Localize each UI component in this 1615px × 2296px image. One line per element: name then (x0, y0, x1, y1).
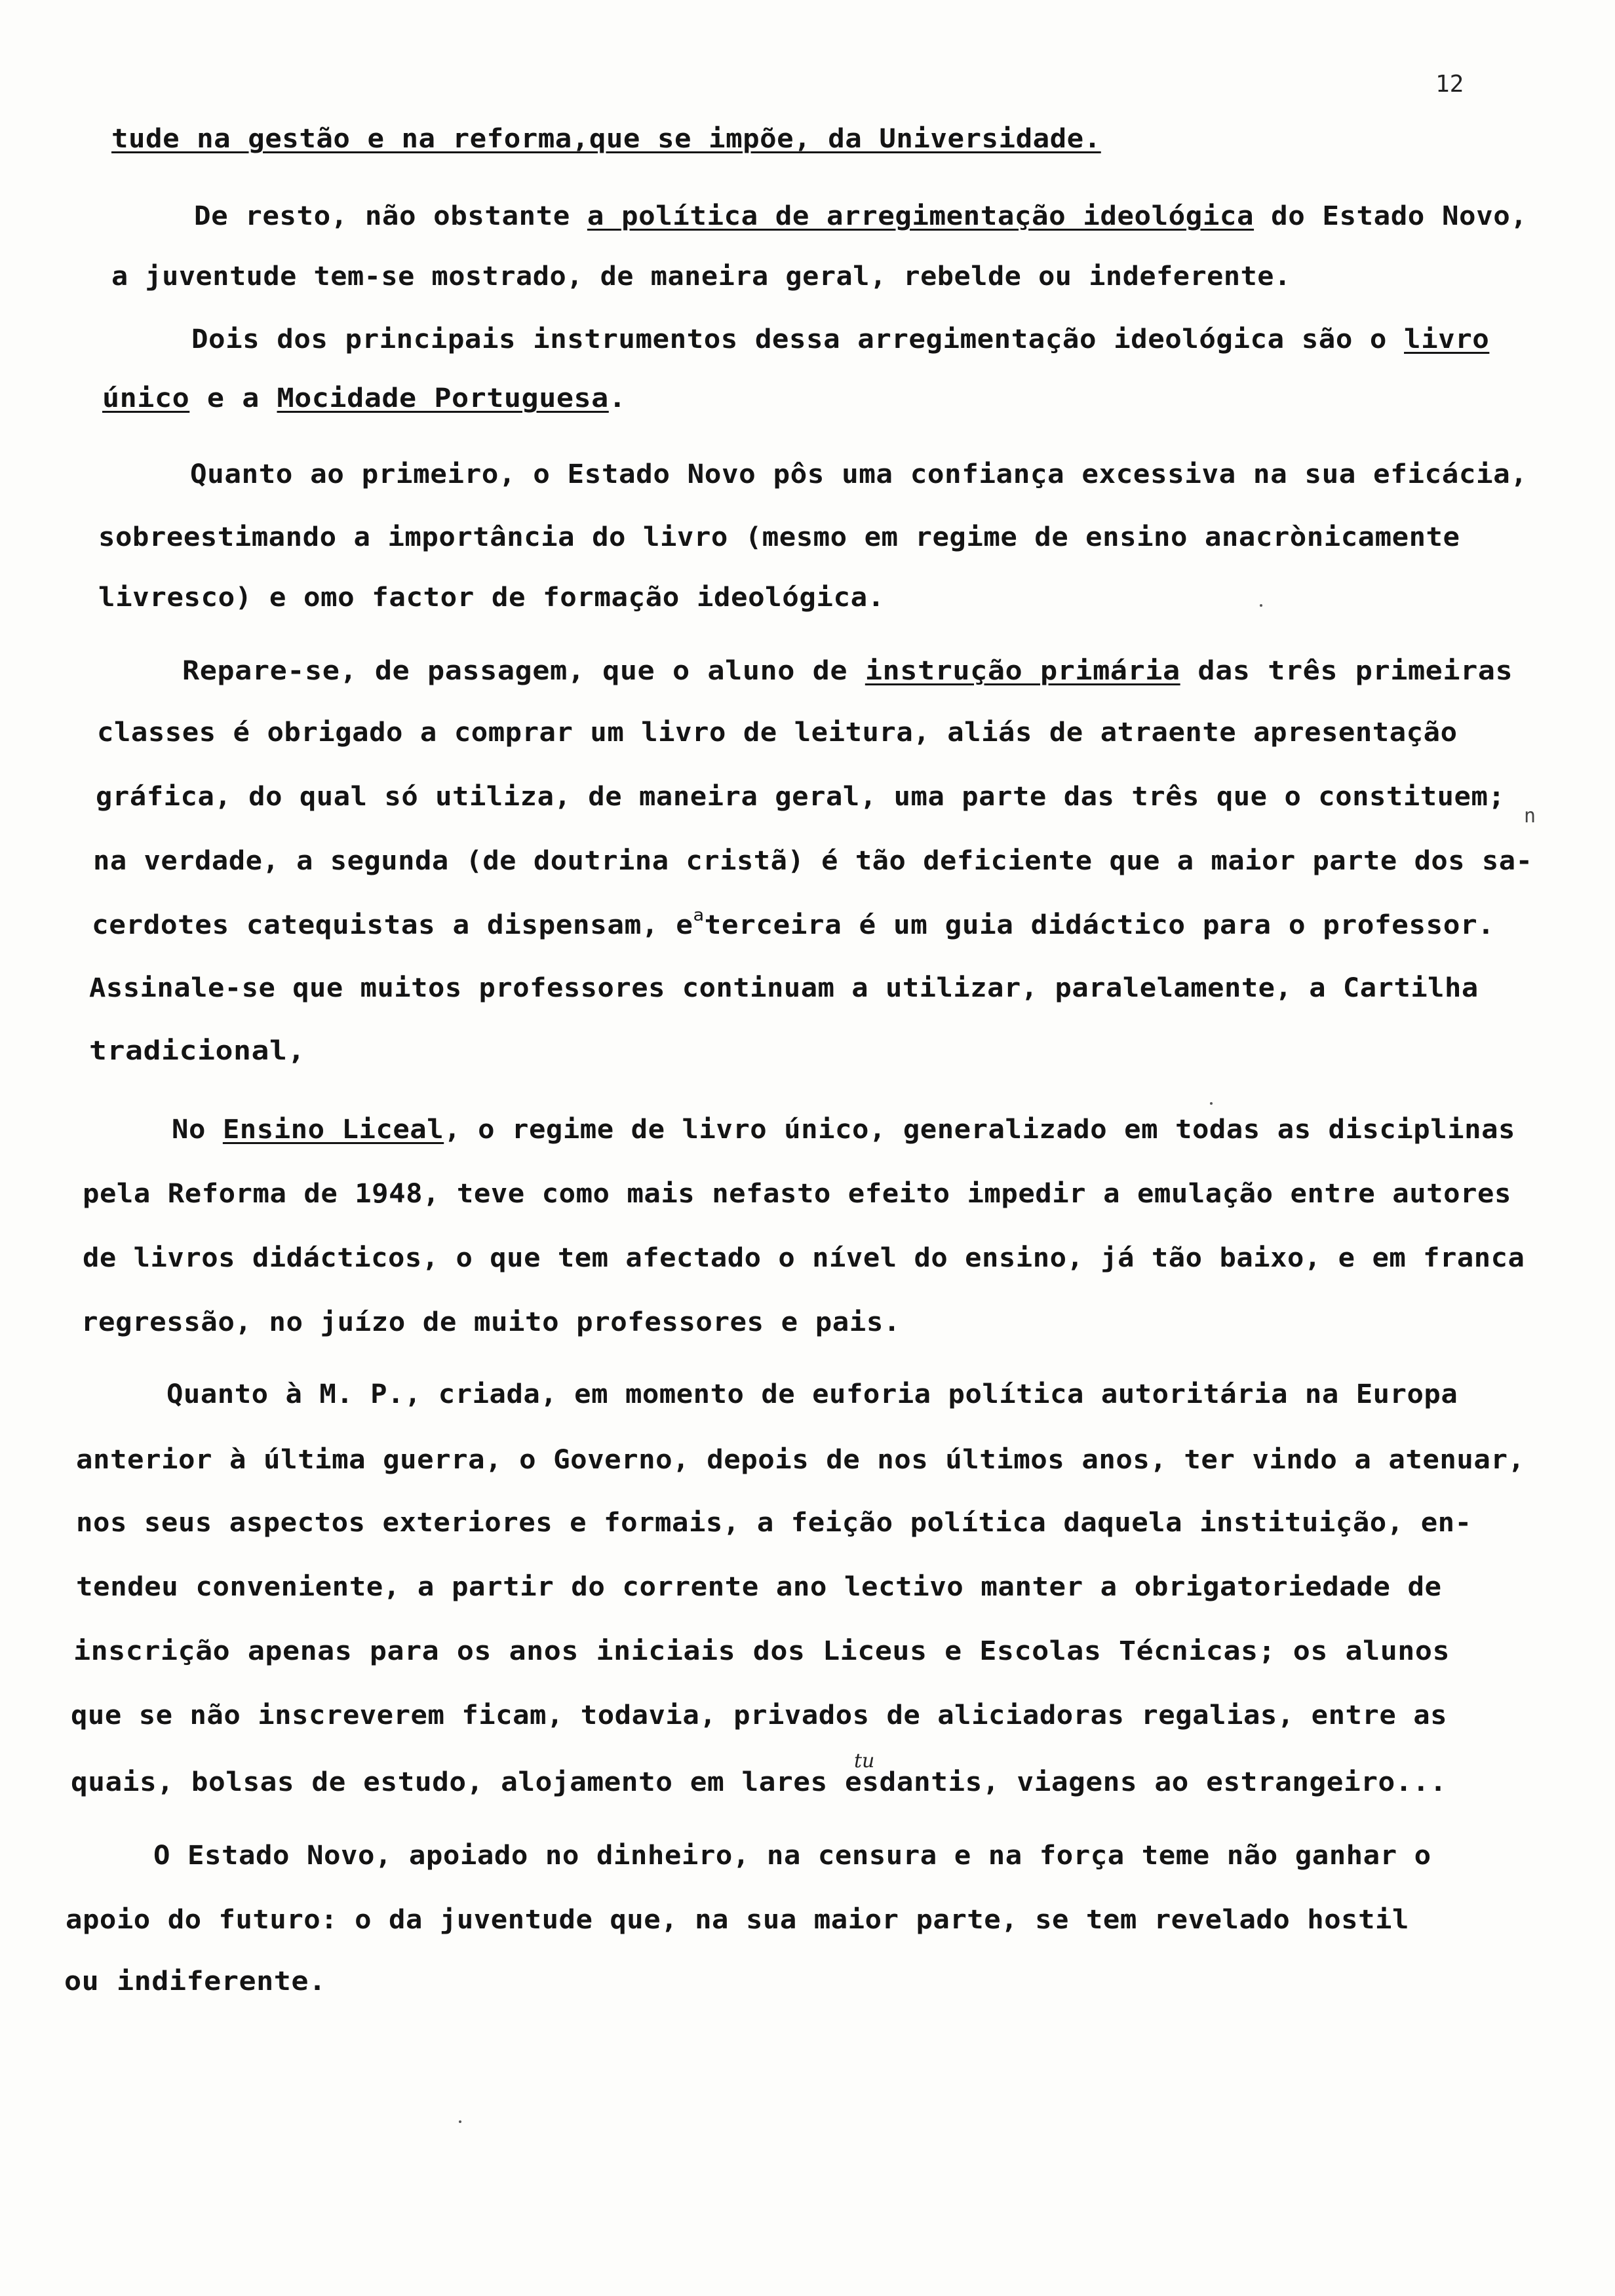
text-segment: cerdotes catequistas a dispensam, e (92, 910, 693, 940)
text-line (92, 906, 1495, 944)
handwritten-correction: tu (854, 1750, 875, 1772)
text-segment: terceira é um guia didáctico para o professor. (704, 910, 1495, 940)
text-segment: e a (189, 383, 277, 413)
text-line (191, 324, 1489, 355)
underlined-text: instrução primária (865, 656, 1180, 686)
text-line (73, 1636, 1450, 1667)
text-line (83, 1242, 1525, 1274)
text-line (166, 1379, 1458, 1410)
text-segment: apoio do futuro: o da juventude que, na sua maior parte, se tem revelado hostil (66, 1905, 1409, 1935)
underlined-text: a política de arregimentação ideológica (587, 201, 1255, 231)
underlined-text: Ensino Liceal (222, 1115, 444, 1145)
text-segment: Quanto ao primeiro, o Estado Novo pôs uma confiança excessiva na sua eficácia, (190, 459, 1528, 489)
text-line (81, 1307, 901, 1338)
text-line (102, 383, 626, 414)
text-line (194, 201, 1527, 232)
text-line (172, 1114, 1515, 1145)
margin-mark: n (1524, 805, 1536, 828)
text-segment: classes é obrigado a comprar um livro de leitura, aliás de atraente apresentação (97, 718, 1458, 748)
paper-speck (459, 2120, 461, 2123)
text-line (93, 845, 1532, 877)
text-line (98, 582, 885, 613)
text-segment: quais, bolsas de estudo, alojamento em lares esdantis, viagens ao estrangeiro... (71, 1767, 1447, 1797)
text-segment: , o regime de livro único, generalizado em todas as disciplinas (444, 1115, 1515, 1145)
underlined-text: tude na gestão e na reforma,que se impõe, da Universidade. (111, 124, 1101, 154)
text-segment: ou indiferente. (64, 1966, 326, 1997)
text-line (182, 655, 1513, 687)
text-segment: do Estado Novo, (1254, 201, 1528, 231)
text-segment: regressão, no juízo de muito professores e pais. (81, 1307, 901, 1337)
text-segment: nos seus aspectos exteriores e formais, a feição política daquela instituição, en- (76, 1508, 1472, 1538)
text-line (83, 1178, 1511, 1210)
text-segment: a juventude tem-se mostrado, de maneira geral, rebelde ou indeferente. (111, 261, 1291, 292)
text-line (89, 972, 1479, 1004)
text-line (71, 1767, 1447, 1798)
paper-speck (1210, 1102, 1213, 1105)
text-segment: tradicional, (89, 1036, 305, 1066)
text-segment: Quanto à M. P., criada, em momento de euforia política autoritária na Europa (166, 1379, 1458, 1409)
text-line (190, 459, 1528, 490)
underlined-text: Mocidade Portuguesa (277, 383, 609, 413)
underlined-text: único (102, 383, 190, 413)
text-segment: No (172, 1115, 223, 1145)
text-line (97, 717, 1458, 748)
text-line (64, 1966, 326, 1997)
text-segment: De resto, não obstante (194, 201, 587, 231)
text-segment: das três primeiras (1180, 656, 1513, 686)
text-segment: tendeu conveniente, a partir do corrente ano lectivo manter a obrigatoriedade de (76, 1572, 1442, 1602)
text-line (66, 1904, 1409, 1936)
text-line (98, 522, 1460, 553)
text-line (111, 261, 1291, 292)
superscript-text: a (693, 906, 705, 925)
text-line (111, 123, 1101, 155)
text-segment: sobreestimando a importância do livro (mesmo em regime de ensino anacrònicamente (98, 522, 1460, 552)
text-segment: Assinale-se que muitos professores continuam a utilizar, paralelamente, a Cartilha (89, 973, 1479, 1003)
text-segment: O Estado Novo, apoiado no dinheiro, na censura e na força teme não ganhar o (153, 1841, 1431, 1871)
text-line (76, 1444, 1525, 1476)
underlined-text: livro (1404, 324, 1490, 354)
page-number: 12 (1435, 71, 1464, 98)
paper-speck (1260, 604, 1262, 607)
text-segment: Repare-se, de passagem, que o aluno de (182, 656, 865, 686)
text-line (76, 1507, 1472, 1539)
text-segment: pela Reforma de 1948, teve como mais nefasto efeito impedir a emulação entre autores (83, 1179, 1511, 1209)
text-line (71, 1700, 1447, 1731)
text-line (153, 1840, 1431, 1871)
text-segment: de livros didácticos, o que tem afectado o nível do ensino, já tão baixo, e em franca (83, 1243, 1525, 1273)
text-line (89, 1035, 305, 1067)
text-segment: que se não inscreverem ficam, todavia, privados de aliciadoras regalias, entre as (71, 1700, 1448, 1731)
text-segment: . (608, 383, 627, 413)
text-segment: inscrição apenas para os anos iniciais dos Liceus e Escolas Técnicas; os alunos (73, 1636, 1450, 1666)
text-line (76, 1571, 1442, 1603)
text-segment: Dois dos principais instrumentos dessa arregimentação ideológica são o (191, 324, 1405, 354)
text-segment: gráfica, do qual só utiliza, de maneira geral, uma parte das três que o constituem; (96, 782, 1506, 812)
text-segment: anterior à última guerra, o Governo, depois de nos últimos anos, ter vindo a atenuar, (76, 1445, 1525, 1475)
text-segment: na verdade, a segunda (de doutrina cristã) é tão deficiente que a maior parte dos sa- (93, 846, 1533, 876)
text-line (96, 781, 1505, 813)
text-segment: livresco) e omo factor de formação ideológica. (98, 583, 885, 613)
